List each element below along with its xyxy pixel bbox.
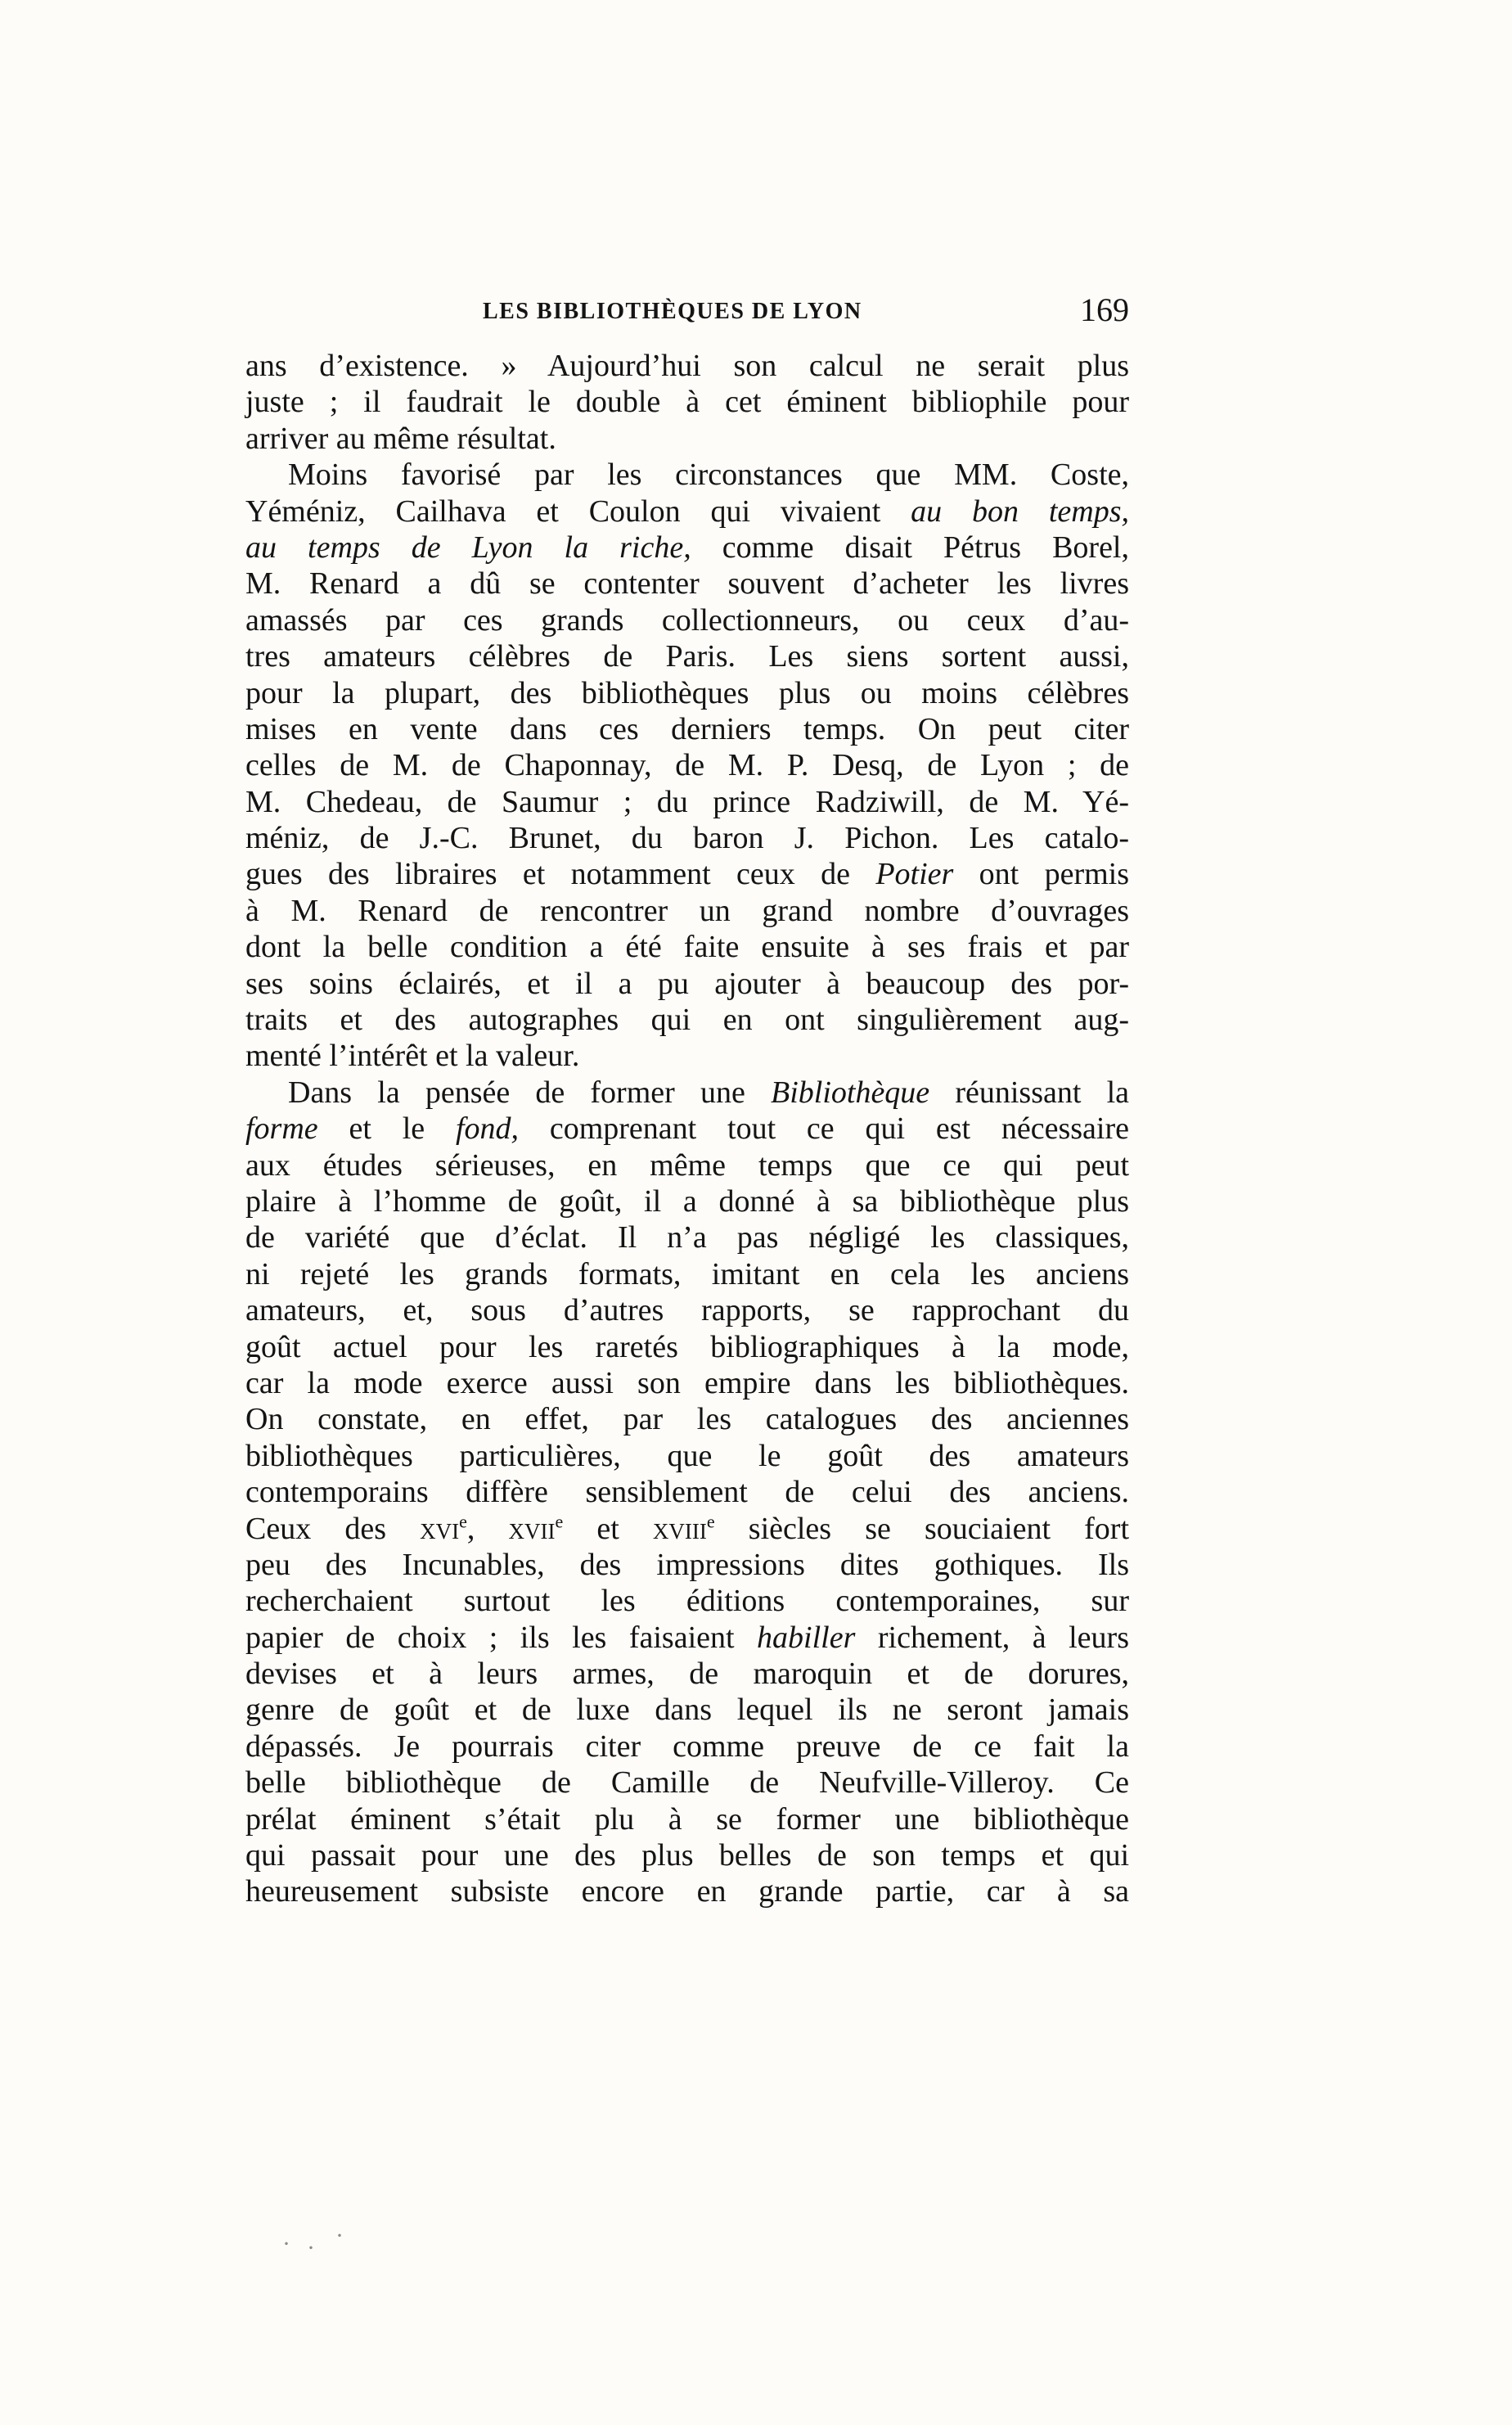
running-title: LES BIBLIOTHÈQUES DE LYON [483, 299, 862, 324]
text-line: ni rejeté les grands formats, imitant en cela les anciens [245, 1256, 1129, 1291]
stray-mark: · [307, 2234, 315, 2261]
stray-mark: · [282, 2230, 290, 2257]
text-line: peu des Incunables, des impressions dites gothiques. Ils [245, 1547, 1129, 1582]
text-line: forme et le fond, comprenant tout ce qui est nécessaire [245, 1111, 1129, 1147]
text-line: menté l’intérêt et la valeur. [245, 1039, 580, 1074]
text-line: qui passait pour une des plus belles de son temps et qui [245, 1838, 1129, 1873]
text-line: amateurs, et, sous d’autres rapports, se rapprochant du [245, 1293, 1129, 1328]
text-line: car la mode exerce aussi son empire dans les bibliothèques. [245, 1365, 1129, 1400]
running-header [245, 291, 1129, 331]
text-line: M. Chedeau, de Saumur ; du prince Radziwill, de M. Yé- [245, 784, 1129, 819]
text-line: arriver au même résultat. [245, 421, 556, 456]
text-line: juste ; il faudrait le double à cet éminent bibliophile pour [245, 385, 1129, 420]
body-text [245, 348, 1129, 1910]
text-line: papier de choix ; ils les faisaient habiller richement, à leurs [245, 1620, 1129, 1655]
text-line: Dans la pensée de former une Bibliothèque réunissant la [288, 1075, 1130, 1110]
text-line: goût actuel pour les raretés bibliographiques à la mode, [245, 1329, 1129, 1364]
text-line: pour la plupart, des bibliothèques plus ou moins célèbres [245, 675, 1129, 710]
text-line: Yéméniz, Cailhava et Coulon qui vivaient au bon temps, [245, 494, 1130, 529]
text-line: plaire à l’homme de goût, il a donné à sa bibliothèque plus [245, 1183, 1129, 1219]
text-line: heureusement subsiste encore en grande partie, car à sa [245, 1874, 1129, 1909]
text-line: gues des libraires et notamment ceux de Potier ont permis [245, 857, 1129, 892]
page-number: 169 [1080, 291, 1129, 328]
stray-mark: · [335, 2222, 344, 2249]
text-line: belle bibliothèque de Camille de Neufville-Villeroy. Ce [245, 1765, 1129, 1801]
text-line: à M. Renard de rencontrer un grand nombre d’ouvrages [245, 893, 1129, 928]
text-line: contemporains diffère sensiblement de celui des anciens. [245, 1475, 1129, 1510]
text-line: ans d’existence. » Aujourd’hui son calcul ne serait plus [245, 349, 1129, 383]
text-line: devises et à leurs armes, de maroquin et de dorures, [245, 1656, 1129, 1692]
text-line: tres amateurs célèbres de Paris. Les siens sortent aussi, [245, 639, 1129, 674]
text-line: celles de M. de Chaponnay, de M. P. Desq, de Lyon ; de [245, 748, 1129, 783]
text-line: recherchaient surtout les éditions contemporaines, sur [245, 1584, 1129, 1619]
text-line: ses soins éclairés, et il a pu ajouter à beaucoup des por- [245, 966, 1129, 1001]
text-line: bibliothèques particulières, que le goût des amateurs [245, 1438, 1129, 1473]
text-line: traits et des autographes qui en ont singulièrement aug- [245, 1003, 1129, 1038]
text-line: aux études sérieuses, en même temps que ce qui peut [245, 1147, 1129, 1183]
text-line: genre de goût et de luxe dans lequel ils ne seront jamais [245, 1693, 1129, 1728]
text-line: Ceux des xvi$^e$, xvii$^e$ et xviii$^e$ siècles se souciaient fort [245, 1510, 1130, 1546]
text-line: M. Renard a dû se contenter souvent d’acheter les livres [245, 566, 1129, 602]
text-line: mises en vente dans ces derniers temps. On peut citer [245, 711, 1129, 746]
text-line: méniz, de J.-C. Brunet, du baron J. Pichon. Les catalo- [245, 821, 1129, 856]
text-line: au temps de Lyon la riche, comme disait Pétrus Borel, [245, 530, 1129, 565]
text-line: dépassés. Je pourrais citer comme preuve de ce fait la [245, 1729, 1129, 1764]
text-line: prélat éminent s’était plu à se former une bibliothèque [245, 1801, 1129, 1837]
text-line: On constate, en effet, par les catalogues des anciennes [245, 1402, 1129, 1437]
text-line: amassés par ces grands collectionneurs, ou ceux d’au- [245, 602, 1129, 638]
text-line: de variété que d’éclat. Il n’a pas négligé les classiques, [245, 1220, 1129, 1255]
text-line: Moins favorisé par les circonstances que MM. Coste, [288, 458, 1129, 493]
text-line: dont la belle condition a été faite ensuite à ses frais et par [245, 930, 1129, 965]
